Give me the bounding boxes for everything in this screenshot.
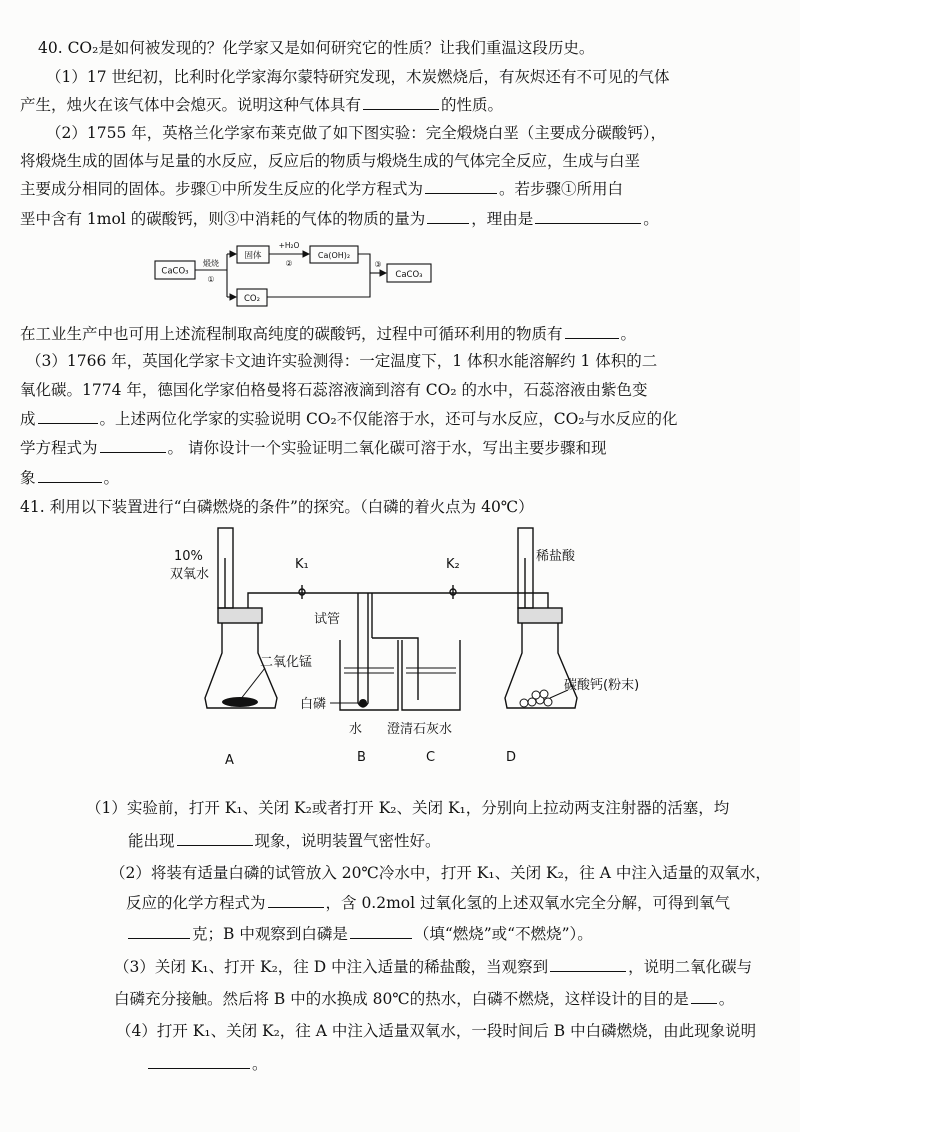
q40-part1-line1: （1）17 世纪初，比利时化学家海尔蒙特研究发现，木炭燃烧后，有灰烬还有不可见的气体	[46, 68, 670, 86]
mno2-label: 二氧化锰	[260, 655, 313, 670]
text: 。	[103, 469, 120, 487]
q40-part3-line4	[20, 437, 820, 459]
text: ，含 0.2mol 过氧化氢的上述双氧水完全分解，可得到氧气	[325, 894, 731, 912]
q40-industry-line	[20, 323, 820, 345]
q41-part3-line1	[114, 956, 914, 978]
q41-part4-line2	[146, 1053, 946, 1075]
text: 克；B 中观察到白磷是	[192, 925, 348, 943]
text: ，理由是	[471, 210, 534, 228]
stopper-d	[518, 608, 562, 623]
answer-blank[interactable]	[363, 94, 439, 110]
answer-blank[interactable]	[565, 323, 619, 339]
answer-blank[interactable]	[128, 923, 190, 939]
answer-blank[interactable]	[148, 1053, 250, 1069]
q40-part2-line2: 将煅烧生成的固体与足量的水反应，反应后的物质与煅烧生成的气体完全反应，生成与白垩	[20, 152, 641, 170]
caco3-powder	[520, 690, 552, 707]
text: 。	[718, 990, 735, 1008]
text: 象	[20, 469, 36, 487]
label-a: A	[225, 753, 234, 768]
q40-part2-line4	[20, 208, 820, 230]
text: 。	[620, 325, 637, 343]
q40-part3-line2: 氧化碳。1774 年，德国化学家伯格曼将石蕊溶液滴到溶有 CO₂ 的水中，石蕊溶液由紫色变	[20, 381, 648, 399]
q41-part1-line2	[128, 830, 928, 852]
q40-part2-line1: （2）1755 年，英格兰化学家布莱克做了如下图实验：完全煅烧白垩（主要成分碳酸钙），	[46, 124, 666, 142]
label-d: D	[506, 750, 517, 765]
text: 产生，烛火在该气体中会熄灭。说明这种气体具有	[20, 96, 362, 114]
answer-blank[interactable]	[177, 830, 253, 846]
test-tube-label: 试管	[314, 612, 341, 627]
step2-label: ②	[285, 259, 293, 268]
answer-blank[interactable]	[427, 208, 469, 224]
text: 。	[252, 1055, 268, 1073]
answer-blank[interactable]	[350, 923, 412, 939]
text: 。 请你设计一个实验证明二氧化碳可溶于水，写出主要步骤和现	[167, 439, 607, 457]
k1-label: K₁	[295, 557, 309, 572]
text: 白磷充分接触。然后将 B 中的水换成 80℃的热水，白磷不燃烧，这样设计的目的是	[114, 990, 689, 1008]
stopper-a	[218, 608, 262, 623]
co2-label: CO₂	[243, 294, 261, 304]
q41-part2-line3	[126, 923, 926, 945]
q41-part3-line2	[114, 988, 914, 1010]
answer-blank[interactable]	[38, 467, 102, 483]
answer-blank[interactable]	[550, 956, 626, 972]
k2-label: K₂	[446, 557, 460, 572]
label-b: B	[357, 750, 366, 765]
q41-part2-line1: （2）将装有适量白磷的试管放入 20℃冷水中，打开 K₁、关闭 K₂，往 A 中注入适量的双氧水，	[110, 864, 771, 882]
answer-blank[interactable]	[268, 892, 324, 908]
answer-blank[interactable]	[38, 408, 98, 424]
q40-part3-line1: （3）1766 年，英国化学家卡文迪许实验测得：一定温度下，1 体积水能溶解约 1 体积的二	[26, 352, 658, 370]
text: （3）关闭 K₁、打开 K₂，往 D 中注入适量的稀盐酸，当观察到	[114, 958, 549, 976]
q41-title: 41. 利用以下装置进行“白磷燃烧的条件”的探究。（白磷的着火点为 40℃）	[20, 498, 534, 516]
q41-part2-line2	[126, 892, 926, 914]
hcl-label: 稀盐酸	[536, 549, 576, 564]
q40-title: 40. CO₂是如何被发现的？化学家又是如何研究它的性质？让我们重温这段历史。	[38, 39, 595, 57]
text: 主要成分相同的固体。步骤①中所发生反应的化学方程式为	[20, 180, 424, 198]
text: 学方程式为	[20, 439, 98, 457]
phosphorus-label: 白磷	[300, 697, 327, 712]
phosphorus-apparatus-diagram	[150, 528, 640, 778]
mno2-solid	[222, 697, 258, 707]
q41-part4-line1: （4）打开 K₁、关闭 K₂，往 A 中注入适量双氧水，一段时间后 B 中白磷燃烧，由此现象说明	[116, 1022, 757, 1040]
text: 在工业生产中也可用上述流程制取高纯度的碳酸钙，过程中可循环利用的物质有	[20, 325, 563, 343]
water-label: +H₂O	[278, 241, 300, 250]
answer-blank[interactable]	[100, 437, 166, 453]
caoh2-label: Ca(OH)₂	[317, 251, 351, 260]
caco3-powder-label: 碳酸钙(粉末)	[564, 678, 640, 693]
text: 。	[643, 210, 659, 228]
peroxide-concentration-label: 10%	[174, 549, 203, 564]
calcium-carbonate-flow-diagram	[150, 236, 440, 312]
step3-label: ③	[374, 260, 382, 269]
answer-blank[interactable]	[691, 988, 717, 1004]
calcine-label: 煅烧	[203, 259, 219, 268]
limewater-label: 澄清石灰水	[387, 722, 453, 737]
peroxide-label: 双氧水	[170, 567, 210, 582]
q40-part3-line5	[20, 467, 820, 489]
text: 。若步骤①所用白	[499, 180, 624, 198]
q40-part2-line3	[20, 178, 820, 200]
solid-label: 固体	[244, 251, 262, 261]
caco3-end-label: CaCO₃	[395, 270, 423, 280]
text: 能出现	[128, 832, 175, 850]
beaker-c	[402, 640, 460, 710]
text: 现象，说明装置气密性好。	[254, 832, 441, 850]
q40-part3-line3	[20, 408, 820, 430]
text: 的性质。	[441, 96, 504, 114]
text: 成	[20, 410, 36, 428]
q41-part1-line1: （1）实验前，打开 K₁、关闭 K₂或者打开 K₂、关闭 K₁，分别向上拉动两支注射器的活塞，均	[86, 799, 730, 817]
test-tube	[358, 593, 368, 707]
text: ，说明二氧化碳与	[628, 958, 753, 976]
text: 反应的化学方程式为	[126, 894, 266, 912]
white-phosphorus	[359, 699, 367, 707]
beaker-b	[340, 640, 398, 710]
caco3-start-label: CaCO₃	[161, 266, 189, 277]
text: 。上述两位化学家的实验说明 CO₂不仅能溶于水，还可与水反应，CO₂与水反应的化	[99, 410, 678, 428]
text: （填“燃烧”或“不燃烧”）。	[413, 925, 593, 943]
text: 垩中含有 1mol 的碳酸钙，则③中消耗的气体的物质的量为	[20, 210, 426, 228]
answer-blank[interactable]	[535, 208, 641, 224]
q40-part1-line2	[20, 94, 820, 116]
label-c: C	[426, 750, 436, 765]
answer-blank[interactable]	[425, 178, 497, 194]
step1-label: ①	[207, 275, 215, 284]
water-label: 水	[349, 722, 363, 737]
